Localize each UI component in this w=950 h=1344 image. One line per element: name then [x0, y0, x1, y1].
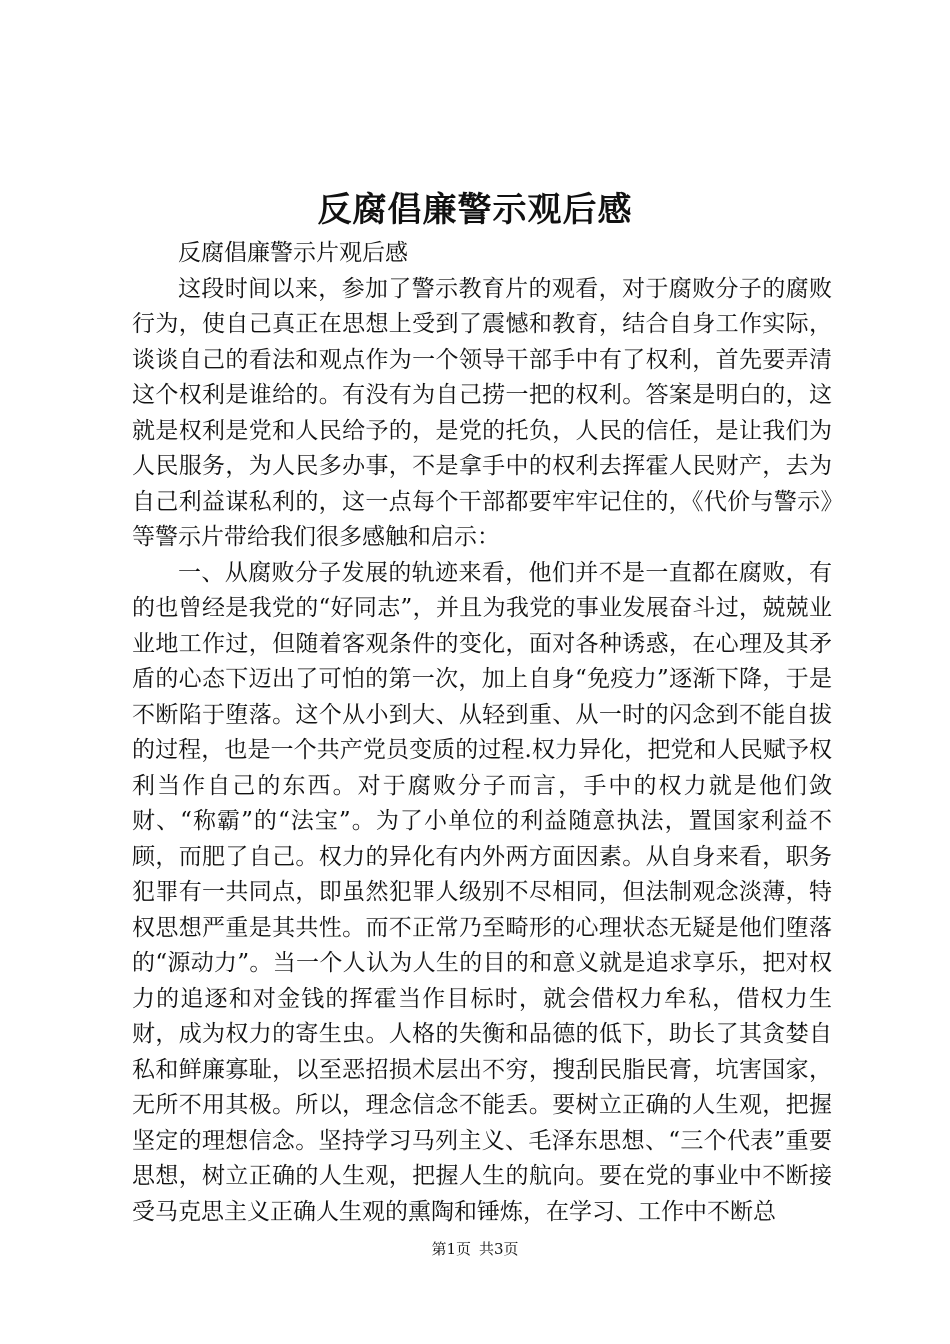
body-paragraph-intro: 这段时间以来，参加了警示教育片的观看，对于腐败分子的腐败行为，使自己真正在思想上受到了震憾和教育，结合自身工作实际，谈谈自己的看法和观点作为一个领导干部手中有了权利，首先要弄清这个权利是谁给的。有没有为自己捞一把的权利。答案是明白的，这就是权利是党和人民给予的，是党的托负，人民的信任，是让我们为人民服务，为人民多办事，不是拿手中的权利去挥霍人民财产，去为自己利益谋私利的，这一点每个干部都要牢牢记住的，《代价与警示》等警示片带给我们很多感触和启示： — [132, 275, 832, 550]
subtitle-paragraph: 反腐倡廉警示片观后感 — [178, 240, 408, 266]
page-number: 第1页 — [431, 1240, 471, 1258]
page-total: 共3页 — [479, 1240, 519, 1258]
body-paragraph-section-one: 一、从腐败分子发展的轨迹来看，他们并不是一直都在腐败，有的也曾经是我党的“好同志”，并且为我党的事业发展奋斗过，兢兢业业地工作过，但随着客观条件的变化，面对各种诱惑，在心理及其矛盾的心态下迈出了可怕的第一次，加上自身“免疫力”逐渐下降，于是不断陷于堕落。这个从小到大、从轻到重、从一时的闪念到不能自拔的过程，也是一个共产党员变质的过程.权力异化，把党和人民赋予权利当作自己的东西。对于腐败分子而言，手中的权力就是他们敛财、“称霸”的“法宝”。为了小单位的利益随意执法，置国家利益不顾，而肥了自己。权力的异化有内外两方面因素。从自身来看，职务犯罪有一共同点，即虽然犯罪人级别不尽相同，但法制观念淡薄，特权思想严重是其共性。而不正常乃至畸形的心理状态无疑是他们堕落的“源动力”。当一个人认为人生的目的和意义就是追求享乐，把对权力的追逐和对金钱的挥霍当作目标时，就会借权力牟私，借权力生财，成为权力的寄生虫。人格的失衡和品德的低下，助长了其贪婪自私和鲜廉寡耻，以至恶招损术层出不穷，搜刮民脂民膏，坑害国家，无所不用其极。所以，理念信念不能丢。要树立正确的人生观，把握坚定的理想信念。坚持学习马列主义、毛泽东思想、“三个代表”重要思想，树立正确的人生观，把握人生的航向。要在党的事业中不断接受马克思主义正确人生观的熏陶和锤炼，在学习、工作中不断总 — [132, 559, 832, 1225]
document-body — [132, 236, 832, 1230]
document-title: 反腐倡廉警示观后感 — [317, 190, 633, 230]
page-footer — [0, 1238, 950, 1260]
